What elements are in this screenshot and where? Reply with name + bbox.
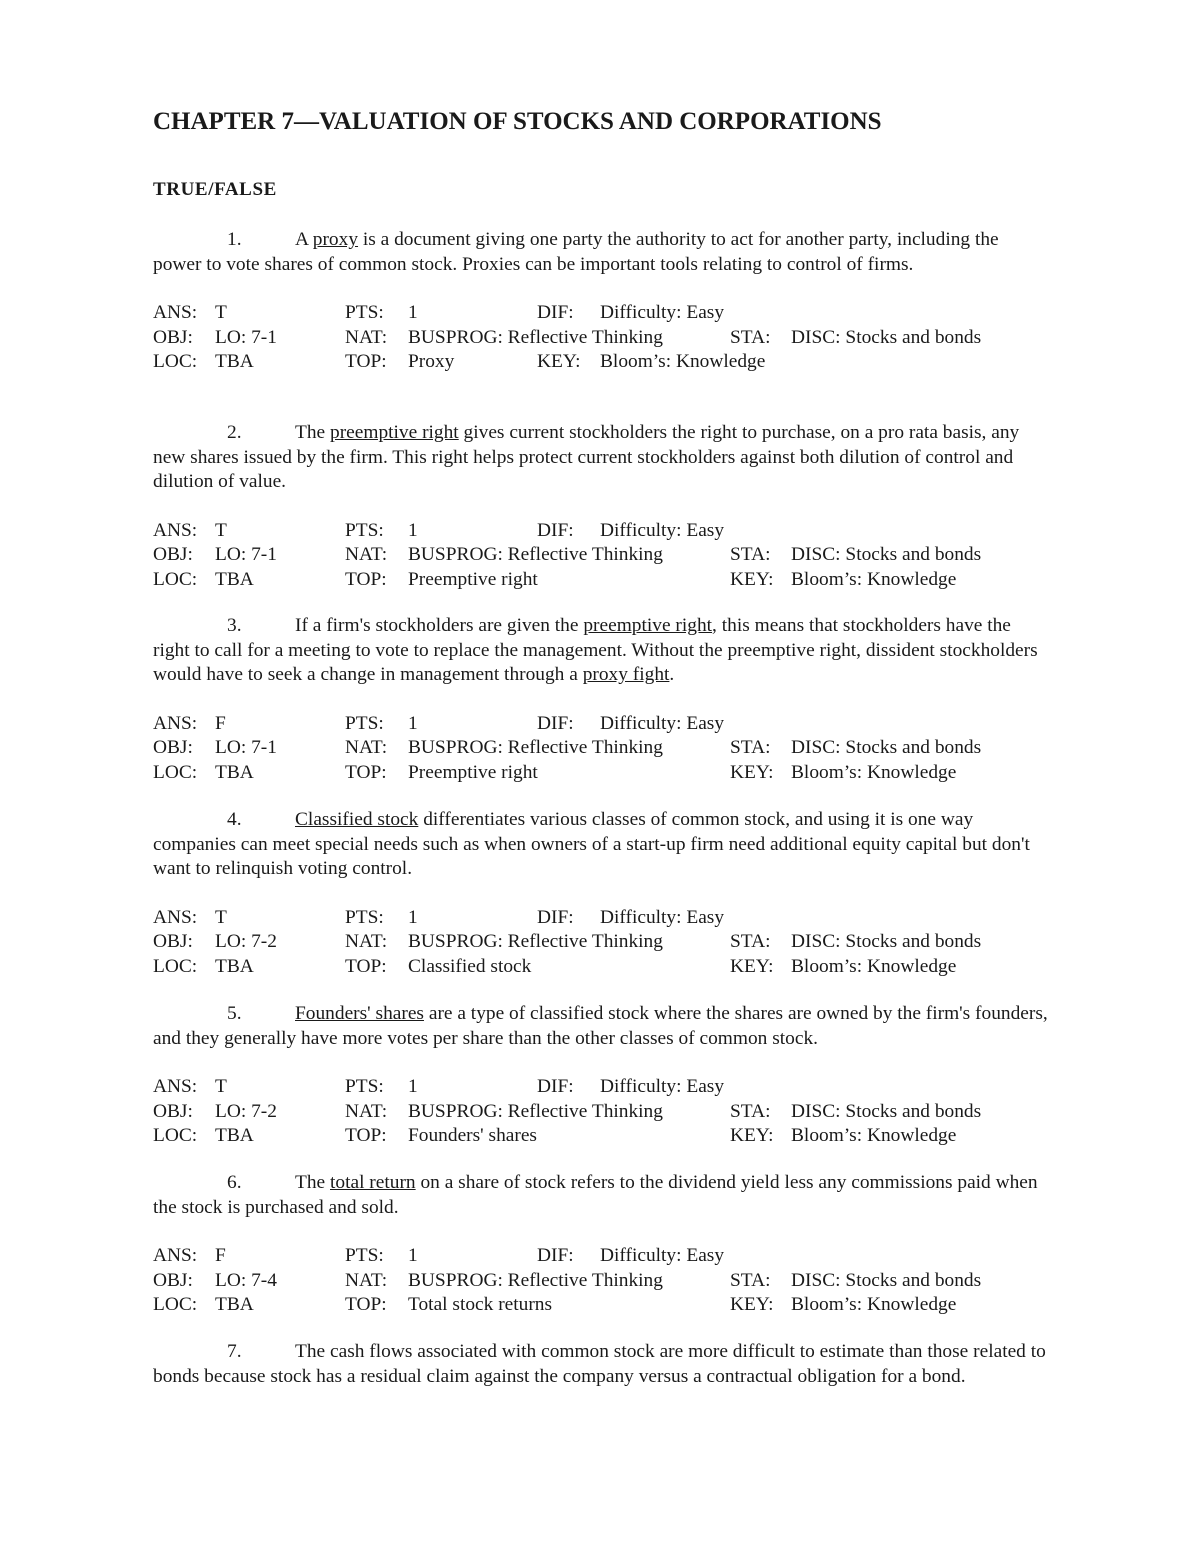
key-term: preemptive right [330,422,459,443]
question-number: 4. [227,809,242,830]
difficulty-value: Difficulty: Easy [600,302,725,323]
difficulty-value: Difficulty: Easy [600,712,725,734]
key-term: total return [330,1172,416,1193]
meta-row-location: LOC: TBA TOP: Total stock returns KEY: Bloom’s: Knowledge [153,1293,1048,1318]
question-number: 1. [227,229,242,250]
key-term: proxy [312,229,359,250]
meta-row-objective: OBJ: LO: 7-1 NAT: BUSPROG: Reflective Thinking STA: DISC: Stocks and bonds [153,543,1048,568]
question-text: 1. A proxy is a document giving one party the authority to act for another party, including the power to vote shares of common stock. Proxies can be important tools relating to control of firms. [153,229,999,275]
meta-row-location: LOC: TBA TOP: Founders' shares KEY: Bloom’s: Knowledge [153,1124,1048,1149]
answer-value: F [215,712,226,734]
answer-value: T [215,906,227,928]
question-number: 6. [227,1172,242,1193]
meta-row-location: LOC: TBA TOP: Proxy KEY: Bloom’s: Knowledge [153,350,1048,375]
question-text: 2. The preemptive right gives current stockholders the right to purchase, on a pro rata basis, any new shares issued by the firm. This right helps protect current stockholders against both dilution of control and dilution of value. [153,422,1020,492]
question-item [153,808,1048,980]
meta-row-objective: OBJ: LO: 7-2 NAT: BUSPROG: Reflective Thinking STA: DISC: Stocks and bonds [153,930,1048,955]
key-term: Classified stock [295,809,419,830]
keyword-value: Bloom’s: Knowledge [600,351,766,372]
difficulty-value: Difficulty: Easy [600,519,725,541]
answer-metadata [153,1075,1048,1149]
meta-row-answer: ANS: T PTS: 1 DIF: Difficulty: Easy [153,906,1048,931]
national-standard-value: BUSPROG: Reflective Thinking [408,931,663,952]
keyword-value: Bloom’s: Knowledge [791,1125,957,1146]
objective-value: LO: 7-2 [215,1100,277,1122]
topic-value: Founders' shares [408,1125,537,1146]
question-text: 5. Founders' shares are a type of classified stock where the shares are owned by the firm's founders, and they generally have more votes per share than the other classes of common stock. [153,1003,1048,1049]
state-standard-value: DISC: Stocks and bonds [791,1269,982,1291]
question-item [153,1002,1048,1149]
key-term: preemptive right [583,615,713,636]
points-value: 1 [408,302,418,323]
meta-row-objective: OBJ: LO: 7-2 NAT: BUSPROG: Reflective Thinking STA: DISC: Stocks and bonds [153,1100,1048,1125]
topic-value: Proxy [408,351,455,372]
meta-row-answer: ANS: T PTS: 1 DIF: Difficulty: Easy [153,519,1048,544]
national-standard-value: BUSPROG: Reflective Thinking [408,1269,663,1291]
meta-row-objective: OBJ: LO: 7-1 NAT: BUSPROG: Reflective Thinking STA: DISC: Stocks and bonds [153,736,1048,761]
meta-row-answer: ANS: T PTS: 1 DIF: Difficulty: Easy [153,301,1048,326]
national-standard-value: BUSPROG: Reflective Thinking [408,544,663,565]
location-value: TBA [215,568,254,590]
answer-value: T [215,302,227,323]
state-standard-value: DISC: Stocks and bonds [791,544,982,565]
answer-value: F [215,1245,226,1266]
points-value: 1 [408,1245,418,1266]
question-item [153,421,1048,593]
state-standard-value: DISC: Stocks and bonds [791,1100,982,1122]
meta-row-location: LOC: TBA TOP: Preemptive right KEY: Bloom’s: Knowledge [153,568,1048,593]
question-number: 3. [227,615,242,636]
location-value: TBA [215,351,254,372]
objective-value: LO: 7-2 [215,931,277,952]
key-term: proxy fight [582,664,670,685]
location-value: TBA [215,1125,254,1146]
points-value: 1 [408,712,418,734]
meta-row-objective: OBJ: LO: 7-4 NAT: BUSPROG: Reflective Thinking STA: DISC: Stocks and bonds [153,1269,1048,1294]
answer-value: T [215,519,227,541]
question-item [153,1171,1048,1318]
points-value: 1 [408,519,418,541]
objective-value: LO: 7-1 [215,737,277,758]
key-term: Founders' shares [295,1003,424,1024]
question-number: 5. [227,1003,242,1024]
location-value: TBA [215,1294,254,1315]
topic-value: Classified stock [408,955,532,977]
question-text: 3. If a firm's stockholders are given the preemptive right, this means that stockholders have the right to call for a meeting to vote to replace the management. Without the preemptive right, dissident stockholders would have to seek a change in management through a proxy fight. [153,615,1038,685]
difficulty-value: Difficulty: Easy [600,906,725,928]
topic-value: Preemptive right [408,761,538,783]
question-item [153,1340,1048,1389]
answer-metadata [153,519,1048,593]
question-text: 6. The total return on a share of stock refers to the dividend yield less any commissions paid when the stock is purchased and sold. [153,1172,1038,1218]
objective-value: LO: 7-1 [215,544,277,565]
keyword-value: Bloom’s: Knowledge [791,761,957,783]
meta-row-answer: ANS: F PTS: 1 DIF: Difficulty: Easy [153,1244,1048,1269]
keyword-value: Bloom’s: Knowledge [791,1294,957,1315]
section-heading: TRUE/FALSE [153,179,277,200]
national-standard-value: BUSPROG: Reflective Thinking [408,326,663,348]
meta-row-objective: OBJ: LO: 7-1 NAT: BUSPROG: Reflective Thinking STA: DISC: Stocks and bonds [153,326,1048,351]
location-value: TBA [215,955,254,977]
points-value: 1 [408,906,418,928]
question-number: 2. [227,422,242,443]
answer-metadata [153,1244,1048,1318]
location-value: TBA [215,761,254,783]
difficulty-value: Difficulty: Easy [600,1076,725,1097]
national-standard-value: BUSPROG: Reflective Thinking [408,1100,663,1122]
question-text: 7. The cash flows associated with common stock are more difficult to estimate than those related to bonds because stock has a residual claim against the company versus a contractual obligation for a bond. [153,1341,1046,1387]
meta-row-answer: ANS: T PTS: 1 DIF: Difficulty: Easy [153,1075,1048,1100]
keyword-value: Bloom’s: Knowledge [791,955,957,977]
objective-value: LO: 7-1 [215,326,277,348]
state-standard-value: DISC: Stocks and bonds [791,737,982,758]
question-number: 7. [227,1341,242,1362]
question-text: 4. Classified stock differentiates various classes of common stock, and using it is one way companies can meet special needs such as when owners of a start-up firm need additional equity capital but don't want to relinquish voting control. [153,809,1030,879]
keyword-value: Bloom’s: Knowledge [791,568,957,590]
answer-metadata [153,906,1048,980]
answer-metadata [153,301,1048,375]
answer-metadata [153,712,1048,786]
topic-value: Preemptive right [408,568,538,590]
answer-value: T [215,1076,227,1097]
state-standard-value: DISC: Stocks and bonds [791,326,982,348]
topic-value: Total stock returns [408,1294,553,1315]
objective-value: LO: 7-4 [215,1269,277,1291]
points-value: 1 [408,1076,418,1097]
meta-row-answer: ANS: F PTS: 1 DIF: Difficulty: Easy [153,712,1048,737]
meta-row-location: LOC: TBA TOP: Preemptive right KEY: Bloom’s: Knowledge [153,761,1048,786]
national-standard-value: BUSPROG: Reflective Thinking [408,737,663,758]
question-item [153,228,1048,375]
meta-row-location: LOC: TBA TOP: Classified stock KEY: Bloom’s: Knowledge [153,955,1048,980]
question-item [153,614,1048,786]
state-standard-value: DISC: Stocks and bonds [791,931,982,952]
chapter-title: CHAPTER 7—VALUATION OF STOCKS AND CORPORATIONS [153,108,882,135]
difficulty-value: Difficulty: Easy [600,1245,725,1266]
